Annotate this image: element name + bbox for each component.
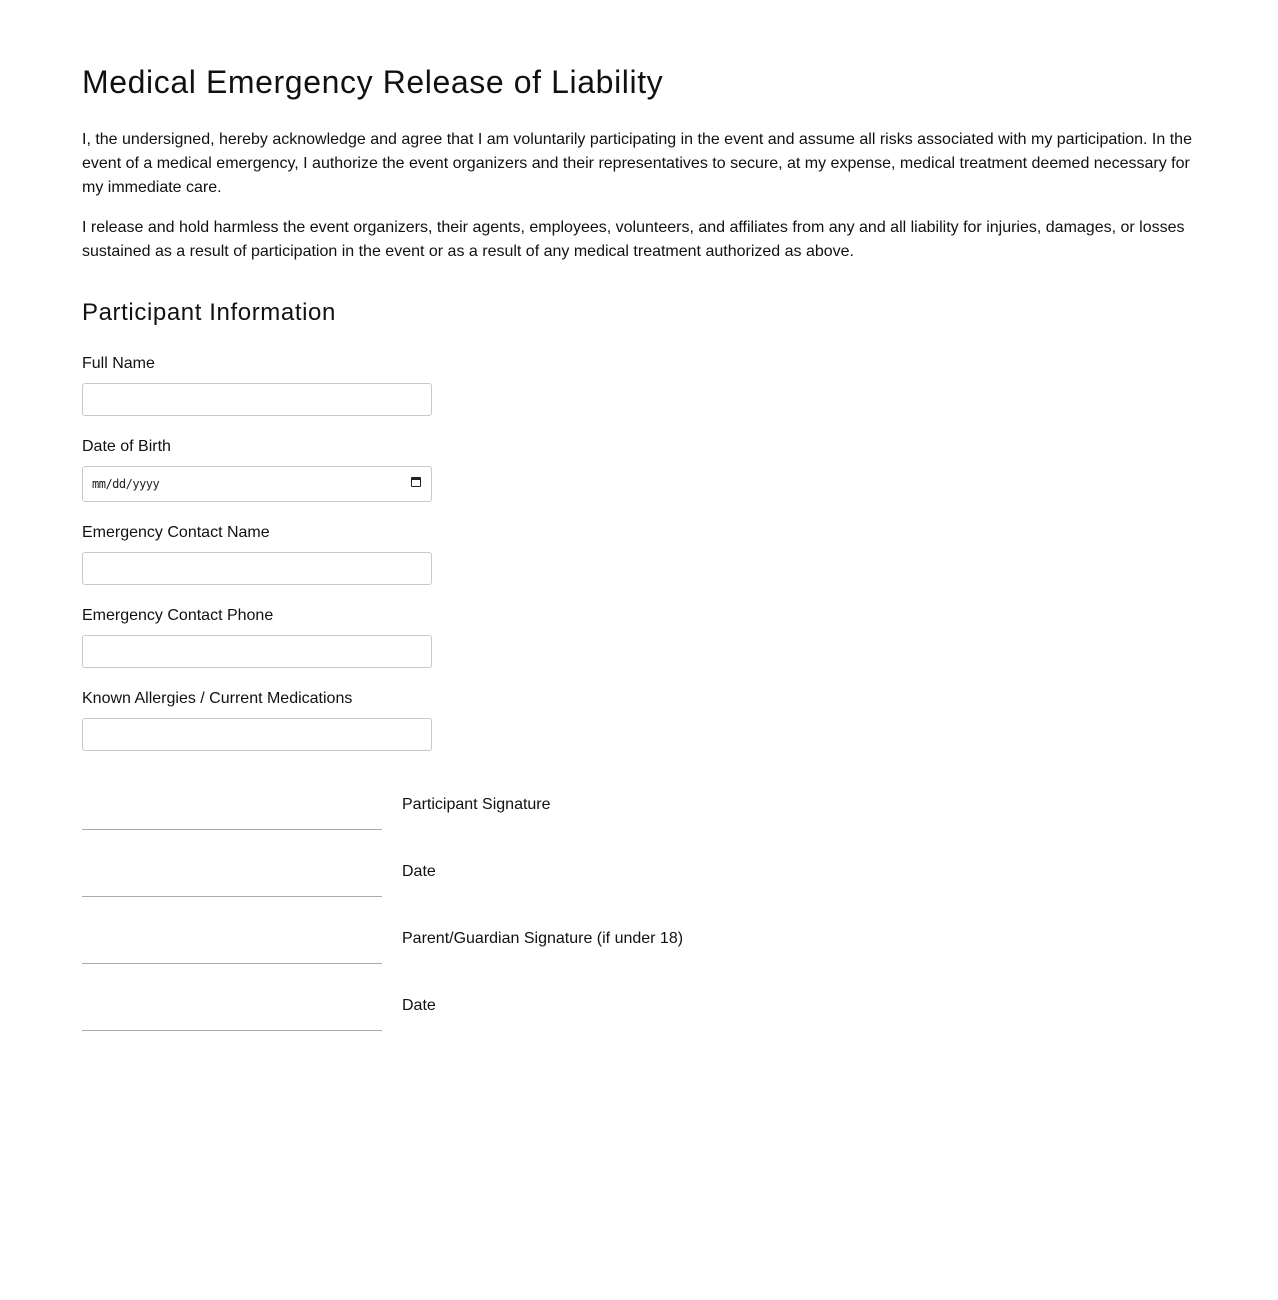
emergency-contact-name-input[interactable] bbox=[82, 552, 432, 585]
date-of-birth-placeholder: mm/dd/yyyy bbox=[92, 477, 160, 491]
full-name-label: Full Name bbox=[82, 355, 155, 372]
guardian-signature-line[interactable] bbox=[82, 963, 382, 964]
participant-date-line[interactable] bbox=[82, 896, 382, 897]
emergency-contact-phone-input[interactable] bbox=[82, 635, 432, 668]
participant-signature-line[interactable] bbox=[82, 829, 382, 830]
guardian-signature-label: Parent/Guardian Signature (if under 18) bbox=[402, 930, 684, 947]
full-name-input[interactable] bbox=[82, 383, 432, 416]
guardian-date-line[interactable] bbox=[82, 1030, 382, 1031]
page-title: Medical Emergency Release of Liability bbox=[82, 64, 664, 100]
participant-information-heading: Participant Information bbox=[82, 299, 336, 326]
date-of-birth-input[interactable] bbox=[82, 466, 432, 502]
calendar-icon[interactable] bbox=[411, 477, 421, 487]
participant-date-label: Date bbox=[402, 863, 436, 880]
guardian-date-label: Date bbox=[402, 997, 436, 1014]
release-paragraph-2: I release and hold harmless the event organizers, their agents, employees, volunteers, and affiliates from any and all liability for injuries, damages, or losses sustained as a result of participation in the event or as a result of any medical treatment authorized as above. bbox=[82, 219, 1185, 260]
emergency-contact-name-label: Emergency Contact Name bbox=[82, 524, 270, 541]
date-of-birth-label: Date of Birth bbox=[82, 438, 171, 455]
allergies-medications-input[interactable] bbox=[82, 718, 432, 751]
emergency-contact-phone-label: Emergency Contact Phone bbox=[82, 607, 274, 624]
release-paragraph-1: I, the undersigned, hereby acknowledge and agree that I am voluntarily participating in the event and assume all risks associated with my participation. In the event of a medical emergency, I authorize the event organizers and their representatives to secure, at my expense, medical treatment deemed necessary for my immediate care. bbox=[82, 131, 1192, 196]
allergies-medications-label: Known Allergies / Current Medications bbox=[82, 690, 353, 707]
participant-signature-label: Participant Signature bbox=[402, 796, 551, 813]
